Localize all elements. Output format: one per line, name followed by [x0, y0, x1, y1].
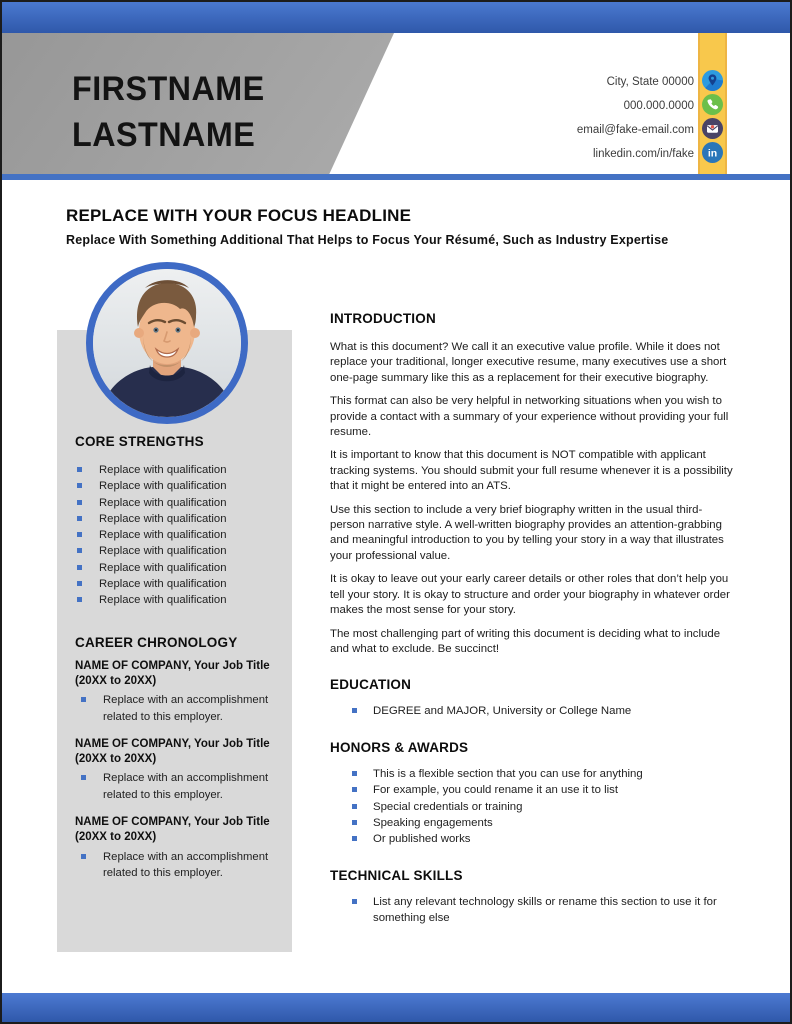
- list-item: [75, 495, 277, 511]
- square-bullet-icon: [81, 854, 86, 859]
- main-column: [330, 311, 734, 927]
- technical-skills-heading: TECHNICAL SKILLS: [330, 867, 463, 883]
- company-title: NAME OF COMPANY, Your Job Title: [75, 659, 270, 672]
- list-item: [75, 849, 277, 882]
- core-strengths-list: [75, 462, 277, 609]
- education-heading: EDUCATION: [330, 677, 412, 693]
- square-bullet-icon: [77, 532, 82, 537]
- list-item: [330, 799, 734, 815]
- company-dates: (20XX to 20XX): [75, 674, 157, 687]
- career-entry: [75, 815, 277, 881]
- square-bullet-icon: [77, 516, 82, 521]
- list-item: [75, 560, 277, 576]
- square-bullet-icon: [77, 467, 82, 472]
- first-name: FIRSTNAME: [72, 70, 265, 108]
- paragraph: It is okay to leave out your early career details or other roles that don’t help you tell your story. It is okay to structure and order your biography in whatever order makes the most sense for your story.: [330, 573, 730, 617]
- list-item: [75, 692, 277, 725]
- last-name: LASTNAME: [72, 116, 256, 154]
- name-block: [72, 66, 265, 158]
- education-list: [330, 703, 734, 719]
- list-item: [330, 831, 734, 847]
- focus-headline: REPLACE WITH YOUR FOCUS HEADLINE: [66, 206, 412, 225]
- square-bullet-icon: [352, 820, 357, 825]
- top-blue-bar: [2, 2, 790, 33]
- focus-subheadline: Replace With Something Additional That Helps to Focus Your Résumé, Such as Industry Expertise: [66, 233, 669, 247]
- profile-photo: [86, 262, 248, 424]
- introduction-paragraphs: [330, 340, 734, 657]
- technical-text: List any relevant technology skills or rename this section to use it for something else: [373, 895, 717, 925]
- honors-text: This is a flexible section that you can use for anything: [373, 767, 643, 780]
- accomplishment-text: Replace with an accomplishment related to this employer.: [103, 850, 269, 879]
- list-item: [75, 770, 277, 803]
- list-item: [330, 703, 734, 719]
- education-section: [330, 677, 734, 719]
- square-bullet-icon: [352, 899, 357, 904]
- honors-text: Special credentials or training: [373, 800, 523, 813]
- list-item: [75, 592, 277, 608]
- paragraph: What is this document? We call it an executive value profile. While it does not replace your traditional, longer executive resume, many executives use a short one-page summary like this as a replacement for their executive biography.: [330, 341, 727, 384]
- list-item: [330, 782, 734, 798]
- company-dates: (20XX to 20XX): [75, 753, 157, 766]
- square-bullet-icon: [352, 804, 357, 809]
- qualification-text: Replace with qualification: [99, 545, 227, 558]
- email-icon: [702, 118, 723, 139]
- career-entry: [75, 659, 277, 725]
- phone-icon: [702, 94, 723, 115]
- location-pin-icon: [702, 70, 723, 91]
- square-bullet-icon: [77, 565, 82, 570]
- square-bullet-icon: [81, 775, 86, 780]
- list-item: [330, 815, 734, 831]
- square-bullet-icon: [77, 581, 82, 586]
- contact-block: [577, 70, 694, 166]
- list-item: [75, 543, 277, 559]
- list-item: [75, 511, 277, 527]
- header: [2, 33, 790, 174]
- qualification-text: Replace with qualification: [99, 561, 227, 574]
- company-title: NAME OF COMPANY, Your Job Title: [75, 816, 270, 829]
- accomplishment-text: Replace with an accomplishment related to this employer.: [103, 694, 269, 723]
- linkedin-icon: [702, 142, 723, 163]
- core-strengths-heading: CORE STRENGTHS: [75, 434, 204, 449]
- portrait-illustration: [93, 269, 241, 417]
- paragraph: It is important to know that this document is NOT compatible with applicant tracking systems. You should submit your full resume whenever it is a possibility that it might be entered into an ATS.: [330, 449, 733, 493]
- list-item: [75, 527, 277, 543]
- technical-skills-list: [330, 894, 734, 927]
- bottom-blue-bar: [2, 993, 790, 1022]
- header-divider-line: [2, 174, 790, 180]
- contact-icon-strip: [698, 33, 727, 174]
- square-bullet-icon: [352, 836, 357, 841]
- qualification-text: Replace with qualification: [99, 464, 227, 476]
- square-bullet-icon: [77, 500, 82, 505]
- honors-awards-section: [330, 740, 734, 848]
- list-item: [330, 894, 734, 927]
- career-entry: [75, 737, 277, 803]
- qualification-text: Replace with qualification: [99, 529, 227, 542]
- qualification-text: Replace with qualification: [99, 496, 227, 509]
- list-item: [75, 462, 277, 478]
- list-item: [330, 766, 734, 782]
- contact-line: 000.000.0000: [623, 100, 694, 112]
- introduction-heading: INTRODUCTION: [330, 311, 436, 326]
- list-item: [75, 576, 277, 592]
- qualification-text: Replace with qualification: [99, 480, 227, 493]
- honors-awards-heading: HONORS & AWARDS: [330, 739, 469, 755]
- list-item: [75, 478, 277, 494]
- paragraph: The most challenging part of writing this document is deciding what to include and what to exclude. Be succinct!: [330, 627, 721, 655]
- accomplishment-text: Replace with an accomplishment related to this employer.: [103, 772, 269, 801]
- square-bullet-icon: [77, 548, 82, 553]
- career-entries: [75, 659, 277, 882]
- square-bullet-icon: [77, 597, 82, 602]
- contact-line: City, State 00000: [606, 76, 694, 88]
- education-text: DEGREE and MAJOR, University or College Name: [373, 705, 632, 718]
- square-bullet-icon: [352, 787, 357, 792]
- square-bullet-icon: [352, 771, 357, 776]
- technical-skills-section: [330, 868, 734, 927]
- honors-awards-list: [330, 766, 734, 848]
- honors-text: For example, you could rename it an use it to list: [373, 784, 619, 797]
- contact-line: email@fake-email.com: [576, 124, 694, 136]
- honors-text: Speaking engagements: [373, 816, 493, 829]
- square-bullet-icon: [352, 708, 357, 713]
- paragraph: This format can also be very helpful in networking situations when you wish to provide a contact with a summary of your experience without providing your full resume.: [330, 395, 729, 439]
- square-bullet-icon: [81, 697, 86, 702]
- career-chronology-heading: CAREER CHRONOLOGY: [75, 634, 238, 650]
- qualification-text: Replace with qualification: [99, 594, 227, 607]
- headline-block: [66, 205, 746, 247]
- qualification-text: Replace with qualification: [99, 512, 227, 525]
- company-dates: (20XX to 20XX): [75, 831, 157, 844]
- svg-text:in: in: [707, 147, 718, 160]
- qualification-text: Replace with qualification: [99, 578, 227, 591]
- square-bullet-icon: [77, 483, 82, 488]
- company-title: NAME OF COMPANY, Your Job Title: [75, 737, 270, 750]
- paragraph: Use this section to include a very brief biography written in the usual third-person narrative style. A well-written biography provides an attention-grabbing and meaningful introduction to you by telling your story in a way that illustrates your professional value.: [330, 503, 724, 562]
- honors-text: Or published works: [373, 833, 471, 846]
- contact-line: linkedin.com/in/fake: [593, 148, 694, 160]
